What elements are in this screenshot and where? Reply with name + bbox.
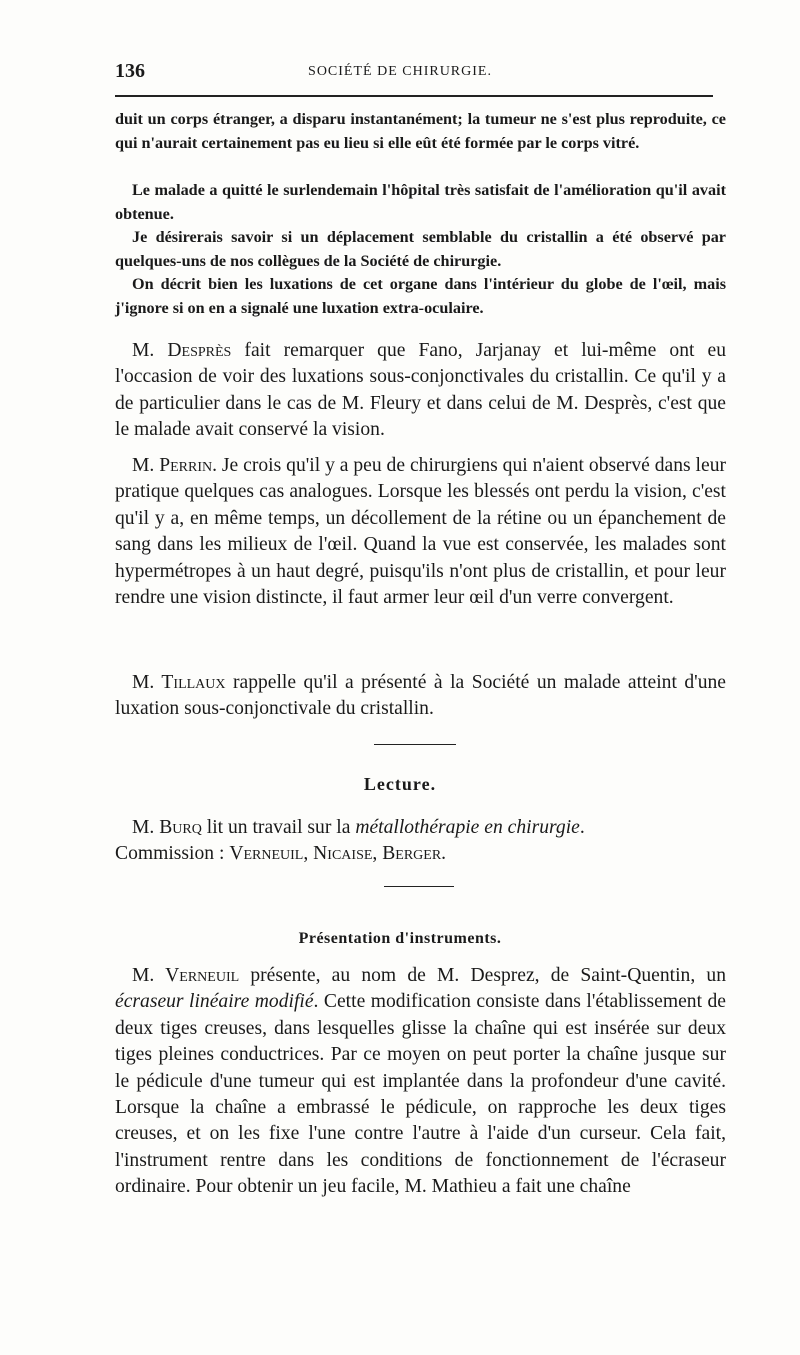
header-rule (115, 95, 713, 97)
paragraph-despres (115, 338, 726, 444)
despres-text: fait remarquer que Fano, Jarjanay et lui-même ont eu l'occasion de voir des luxations sous-conjonctivales du cristallin. Ce qu'il y a de particulier dans le cas de M. Fleury et dans celui de M. Desprès, c'est que le malade avait conservé la vision. (115, 340, 726, 441)
running-title: SOCIÉTÉ DE CHIRURGIE. (308, 64, 492, 79)
paragraph-perrin (115, 453, 726, 611)
section-heading-presentation: Présentation d'instruments. (298, 930, 502, 947)
tillaux-text: rappelle qu'il a présenté à la Société un malade atteint d'une luxation sous-conjonctivale du cristallin. (115, 672, 726, 720)
paragraph-question: Je désirerais savoir si un déplacement semblable du cristallin a été observé par quelques-uns de nos collègues de la Société de chirurgie. (115, 228, 726, 270)
speaker-tillaux: M. Tillaux (132, 672, 226, 693)
speaker-perrin: M. Perrin. (132, 455, 218, 476)
lecture-text-before: lit un travail sur la (201, 817, 356, 838)
section-separator (374, 744, 456, 745)
paragraph-continued: duit un corps étranger, a disparu instantanément; la tumeur ne s'est plus reproduite, ce qui n'aurait certainement pas eu lieu si elle eût été formée par le corps vitré. (115, 110, 726, 152)
speaker-despres: M. Desprès (132, 340, 232, 361)
paragraph-malade: Le malade a quitté le surlendemain l'hôpital très satisfait de l'amélioration qu'il avait obtenue. (115, 181, 726, 223)
lecture-work-title: métallothérapie en chirurgie (355, 817, 580, 838)
commission-label: Commission : (115, 843, 230, 865)
paragraph-presentation (115, 963, 726, 1201)
lecture-text-after: . (579, 817, 585, 838)
paragraph-tillaux (115, 670, 726, 723)
presentation-text-before: présente, au nom de M. Desprez, de Saint-Quentin, un (239, 965, 726, 986)
section-separator (384, 886, 454, 887)
instrument-name: écraseur linéaire modifié (115, 991, 314, 1013)
perrin-text: Je crois qu'il y a peu de chirurgiens qui n'aient observé dans leur pratique quelques cas analogues. Lorsque les blessés ont perdu la vision, c'est qu'il y a, en même temps, un décollement de la rétine ou un épanchement de sang dans les milieux de l'œil. Quand la vue est conservée, les malades sont hypermétropes à un haut degré, puisqu'ils n'ont plus de cristallin, et pour leur rendre une vision distincte, il faut armer leur œil d'un verre convergent. (115, 455, 727, 609)
page-number: 136 (115, 60, 145, 82)
running-head (0, 56, 800, 86)
speaker-burq: M. Burq (132, 817, 202, 838)
speaker-verneuil: M. Verneuil (132, 965, 240, 986)
paragraph-luxations: On décrit bien les luxations de cet organe dans l'intérieur du globe de l'œil, mais j'ignore si on en a signalé une luxation extra-oculaire. (115, 275, 726, 317)
commission-members: Verneuil, Nicaise, Berger. (229, 843, 447, 865)
section-heading-lecture: Lecture. (363, 774, 437, 794)
paragraph-lecture (115, 815, 726, 868)
presentation-text-after: . Cette modification consiste dans l'établissement de deux tiges creuses, dans lesquelles glisse la chaîne qui est insérée sur deux tiges pleines conductrices. Par ce moyen on peut porter la chaîne jusque sur le pédicule d'une tumeur qui est implantée dans la profondeur d'une cavité. Lorsque la chaîne a embrassé le pédicule, on rapproche les deux tiges creuses, et on les fixe l'une contre l'autre à l'aide d'un curseur. Cela fait, l'instrument rentre dans les conditions de fonctionnement de l'écraseur ordinaire. Pour obtenir un jeu facile, M. Mathieu a fait une chaîne (115, 991, 726, 1198)
